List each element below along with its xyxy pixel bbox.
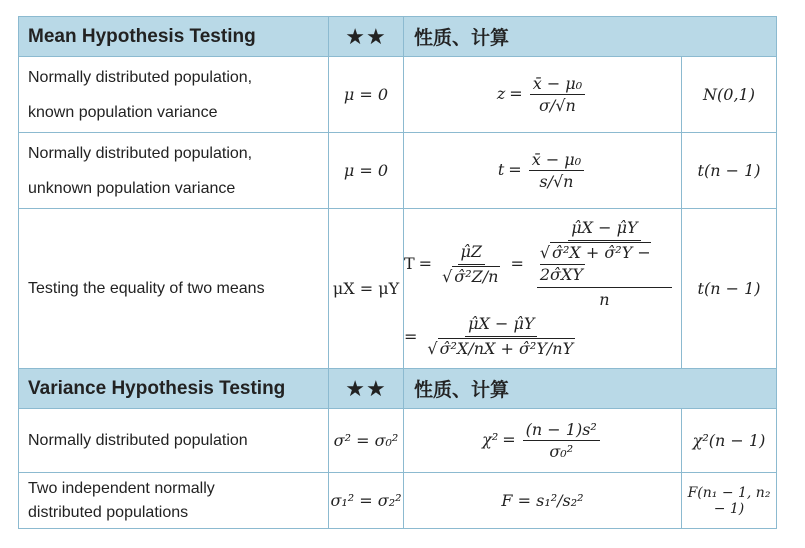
denominator: √ σ̂²Z/n — [442, 266, 499, 286]
hypothesis-testing-table — [18, 16, 777, 529]
hypothesis-condition: μ = 0 — [329, 57, 404, 133]
row-description — [19, 57, 329, 133]
fraction — [439, 241, 503, 288]
test-statistic-formula: F = s₁²/s₂² — [404, 473, 682, 529]
numerator: μ̂X − μ̂Y — [568, 217, 640, 241]
row-description: Testing the equality of two means — [19, 209, 329, 369]
mean-section-title: Mean Hypothesis Testing — [19, 17, 329, 57]
description-line: Normally distributed population, — [28, 68, 253, 86]
table-row — [19, 209, 777, 369]
fraction — [529, 150, 584, 191]
fraction — [537, 242, 672, 311]
numerator: μ̂X − μ̂Y — [465, 313, 537, 337]
sampling-distribution: F(n₁ − 1, n₂ − 1) — [682, 473, 777, 529]
hypothesis-condition: μX = μY — [329, 209, 404, 369]
table-row — [19, 133, 777, 209]
numerator: x̄ − μ₀ — [530, 74, 585, 95]
table-row — [19, 473, 777, 529]
mean-section-header — [19, 17, 777, 57]
sampling-distribution: t(n − 1) — [682, 209, 777, 369]
variance-section-header — [19, 369, 777, 409]
table-row — [19, 57, 777, 133]
denominator: √ σ̂²X/nX + σ̂²Y/nY — [427, 339, 574, 358]
description-line: Two independent normally — [28, 479, 215, 497]
test-statistic-formula: t = $\frac{\text{x̄ − μ₀}}{s/√n}$ — [404, 133, 682, 209]
hypothesis-condition: σ₁² = σ₂² — [329, 473, 404, 529]
sqrt-radicand: σ̂²Z/n — [454, 266, 499, 286]
description-line: unknown population variance — [28, 179, 236, 197]
numerator: (n − 1)s² — [523, 420, 600, 441]
row-description — [19, 473, 329, 529]
hypothesis-condition: μ = 0 — [329, 133, 404, 209]
test-statistic-formula — [404, 209, 682, 369]
table-row — [19, 409, 777, 473]
mean-section-properties: 性质、计算 — [404, 17, 777, 57]
variance-section-stars: ★★ — [329, 369, 404, 409]
description-line: known population variance — [28, 103, 218, 121]
denominator: s/√n — [539, 172, 574, 191]
formula-line: T = $\frac{\mûZ}{\text{√ σ̂²Z/n}}$ = $\frac{\mûX - \mûY}{\frac{\text{√ σ̂²X + σ̂²Y − 2σ̂XY}}{n}}$ — [404, 217, 681, 311]
denominator — [531, 241, 678, 311]
description-line: Normally distributed population, — [28, 144, 253, 162]
description-line: distributed populations — [28, 503, 189, 521]
numerator: √ σ̂²X + σ̂²Y − 2σ̂XY — [537, 242, 672, 288]
sampling-distribution: χ²(n − 1) — [682, 409, 777, 473]
variance-section-title: Variance Hypothesis Testing — [19, 369, 329, 409]
hypothesis-condition: σ² = σ₀² — [329, 409, 404, 473]
fraction — [531, 217, 678, 311]
denominator: n — [599, 290, 610, 309]
fraction — [530, 74, 585, 115]
denominator: σ/√n — [539, 96, 576, 115]
mean-section-stars: ★★ — [329, 17, 404, 57]
fraction — [523, 420, 600, 461]
row-description — [19, 133, 329, 209]
denominator: σ₀² — [549, 442, 574, 461]
statistic-symbol: χ² — [482, 430, 499, 449]
formula-line: = $\frac{\mûX - \mûY}{\text{√ σ̂²X/nX + σ̂²Y/nY}}$ — [404, 313, 681, 360]
variance-section-properties: 性质、计算 — [404, 369, 777, 409]
numerator: μ̂Z — [458, 241, 486, 265]
row-description: Normally distributed population — [19, 409, 329, 473]
sampling-distribution: N(0,1) — [682, 57, 777, 133]
statistic-symbol: z — [496, 84, 506, 103]
sampling-distribution: t(n − 1) — [682, 133, 777, 209]
statistic-symbol: t — [497, 160, 505, 179]
test-statistic-formula: z = $\frac{\text{x̄ − μ₀}}{\sigma/√n}$ — [404, 57, 682, 133]
sqrt-radicand: σ̂²X/nX + σ̂²Y/nY — [439, 339, 574, 358]
test-statistic-formula: χ² = $\frac{\text{(n − 1)s²}}{\text{σ₀²}}$ — [404, 409, 682, 473]
fraction — [424, 313, 578, 360]
numerator: x̄ − μ₀ — [529, 150, 584, 171]
sqrt-radicand: σ̂²X + σ̂²Y − 2σ̂XY — [539, 243, 651, 284]
statistic-symbol: T — [404, 254, 415, 273]
